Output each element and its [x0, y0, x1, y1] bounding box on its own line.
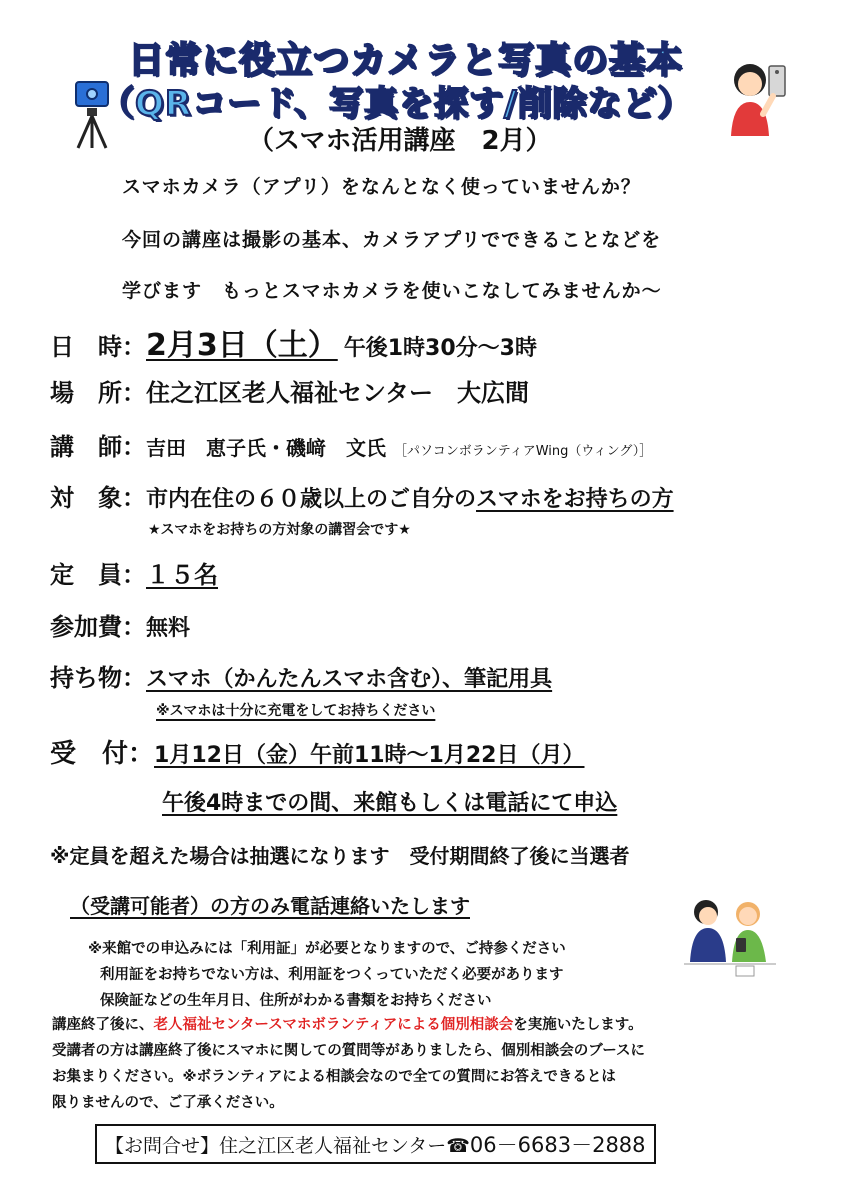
target-value-prefix: 市内在住の６０歳以上のご自分の — [146, 487, 477, 512]
lecturer-org: ［パソコンボランティアWing（ウィング）］ — [394, 444, 653, 459]
items-note: ※スマホは十分に充電をしてお持ちください — [156, 703, 436, 719]
title-line-2: （QRコード、写真を探す/削除など） — [100, 84, 693, 124]
contact-box — [95, 1124, 656, 1164]
place-label: 場 所： — [50, 379, 146, 407]
intro-line-3: 学びます もっとスマホカメラを使いこなしてみませんか～ — [122, 280, 662, 302]
lottery-line-1: ※定員を超えた場合は抽選になります 受付期間終了後に当選者 — [50, 844, 630, 868]
consult-line-2: 受講者の方は講座終了後にスマホに関しての質問等がありましたら、個別相談会のブースに — [52, 1043, 646, 1059]
lecturer-row — [50, 427, 652, 462]
consult-line-1 — [52, 1013, 643, 1034]
reception-label: 受 付： — [50, 739, 155, 769]
lecturer-label: 講 師： — [50, 433, 146, 461]
title-line-3: （スマホ活用講座 2月） — [248, 126, 552, 156]
fee-row — [50, 607, 190, 642]
reception-value-2: 午後4時までの間、来館もしくは電話にて申込 — [162, 791, 618, 816]
place-value: 住之江区老人福祉センター 大広間 — [146, 379, 530, 407]
contact-text: 【お問合せ】住之江区老人福祉センター — [105, 1135, 447, 1157]
capacity-row — [50, 555, 218, 590]
phone-icon: ☎ — [446, 1135, 470, 1157]
place-row — [50, 373, 529, 408]
lottery-line-2: （受講可能者）の方のみ電話連絡いたします — [70, 894, 470, 918]
reception-row — [50, 733, 584, 770]
consult-line-3: お集まりください。※ボランティアによる相談会なので全ての質問にお答えできるとは — [52, 1069, 616, 1085]
title-line-1: 日常に役立つカメラと写真の基本 — [128, 40, 684, 81]
consult-post: を実施いたします。 — [513, 1017, 643, 1033]
target-label: 対 象： — [50, 484, 146, 512]
lecturer-value: 吉田 恵子氏・磯﨑 文氏 — [146, 436, 386, 460]
notice-line-3: 保険証などの生年月日、住所がわかる書類をお持ちください — [100, 993, 492, 1009]
intro-line-1: スマホカメラ（アプリ）をなんとなく使っていませんか？ — [122, 176, 641, 198]
consultation-illustration — [680, 892, 780, 984]
date-day: 2月3日（土） — [146, 328, 338, 363]
fee-label: 参加費： — [50, 613, 146, 641]
consult-red: 老人福祉センタースマホボランティアによる個別相談会 — [153, 1017, 514, 1033]
target-value-emph: スマホをお持ちの方 — [476, 487, 674, 512]
capacity-label: 定 員： — [50, 561, 146, 589]
woman-with-phone-illustration — [725, 58, 795, 136]
date-row — [50, 320, 537, 364]
target-note: ★スマホをお持ちの方対象の講習会です★ — [148, 522, 411, 538]
notice-line-1: ※来館での申込みには「利用証」が必要となりますので、ご持参ください — [88, 941, 566, 957]
items-value: スマホ（かんたんスマホ含む）、筆記用具 — [146, 667, 553, 692]
capacity-value: １５名 — [146, 561, 218, 589]
date-label: 日 時： — [50, 333, 146, 361]
notice-line-2: 利用証をお持ちでない方は、利用証をつくっていただく必要があります — [100, 967, 564, 983]
contact-phone: 06－6683－2888 — [469, 1133, 646, 1157]
target-row — [50, 478, 674, 513]
consult-pre: 講座終了後に、 — [52, 1017, 154, 1033]
fee-value: 無料 — [146, 616, 191, 641]
items-label: 持ち物： — [50, 664, 146, 692]
reception-value: 1月12日（金）午前11時～1月22日（月） — [154, 743, 585, 768]
items-row — [50, 658, 552, 693]
intro-line-2: 今回の講座は撮影の基本、カメラアプリでできることなどを — [122, 229, 662, 251]
consult-line-4: 限りませんので、ご了承ください。 — [52, 1095, 284, 1111]
date-time: 午後1時30分～3時 — [343, 336, 537, 361]
